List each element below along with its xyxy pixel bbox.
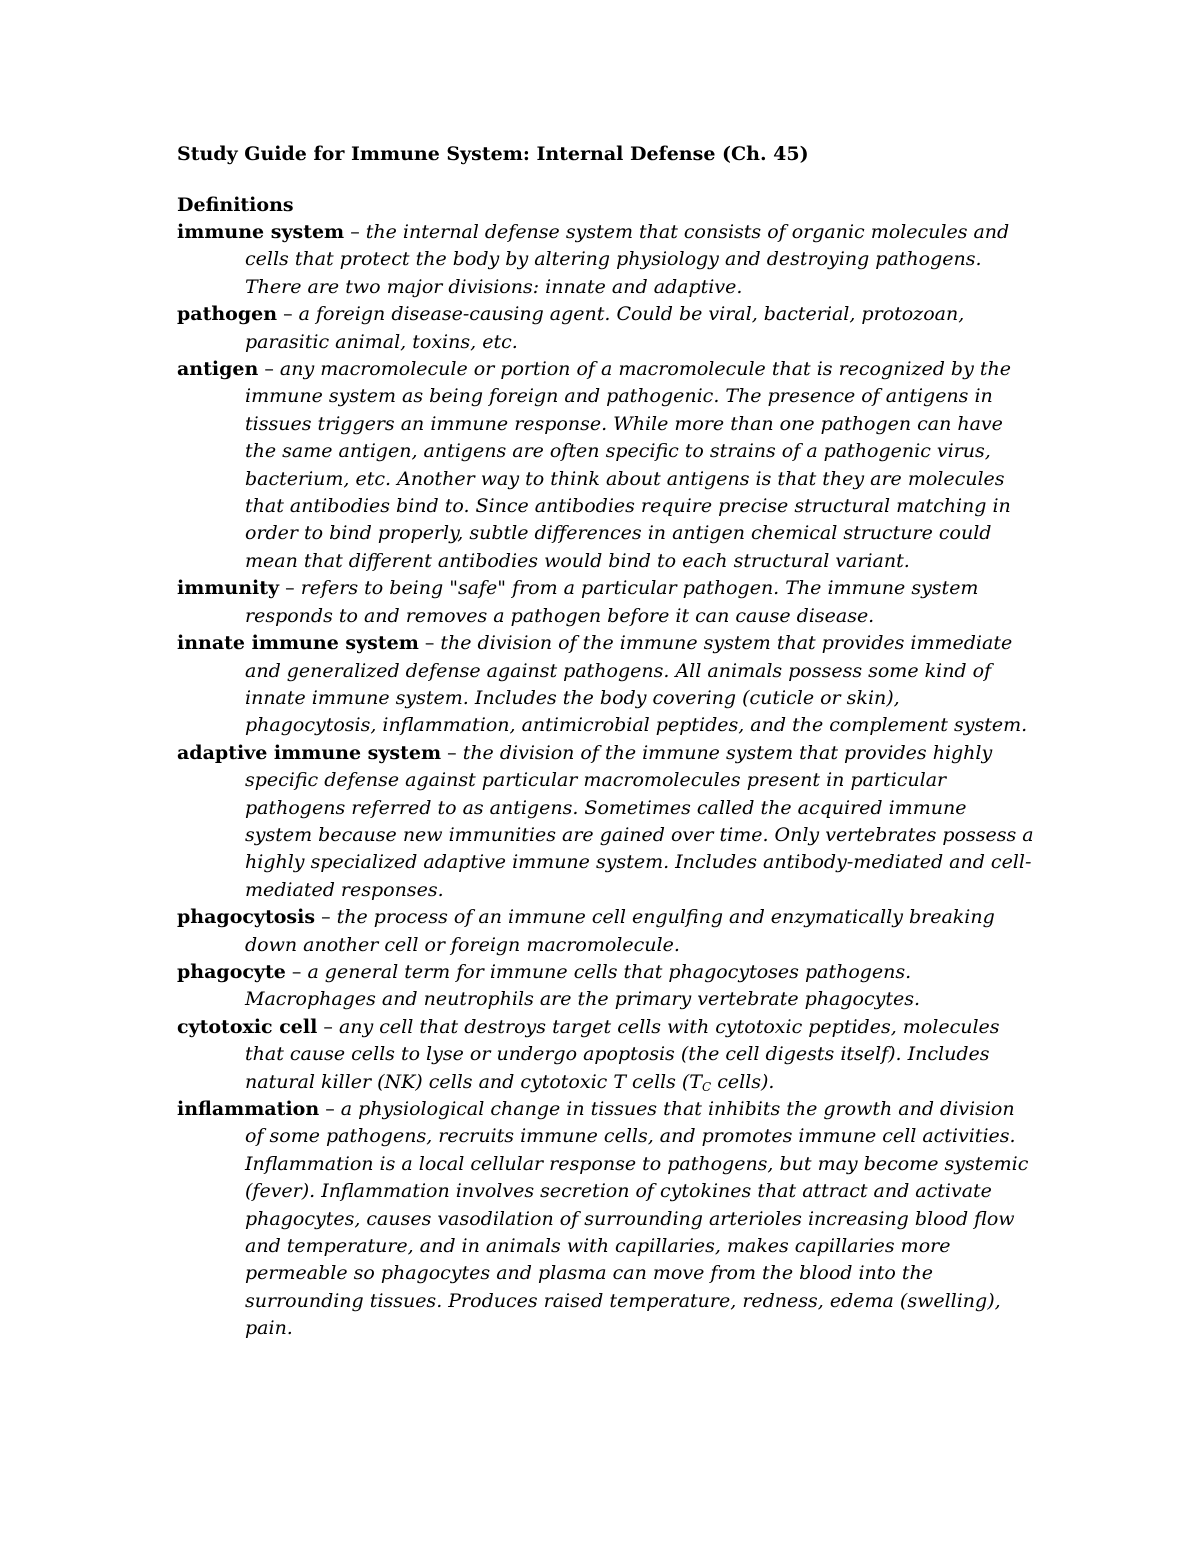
definition-text: refers to being "safe" from a particular pathogen. The immune system responds to and removes a pathogen before it can cause disease. bbox=[245, 577, 979, 627]
term-separator: – bbox=[317, 1015, 339, 1038]
term-separator: – bbox=[418, 632, 441, 655]
document-title: Study Guide for Immune System: Internal Defense (Ch. 45) bbox=[177, 143, 809, 165]
term-separator: – bbox=[258, 358, 280, 381]
term-separator: – bbox=[277, 303, 299, 326]
definition-entry-pathogen bbox=[177, 301, 1037, 356]
definition-text: the division of the immune system that provides highly specific defense against particular macromolecules present in particular pathogens referred to as antigens. Sometimes called the acquired immune system because new immunities are gained over time. Only vertebrates possess a highly specialized adaptive immune system. Includes antibody-mediated and cell-mediated responses. bbox=[245, 741, 1034, 901]
definition-text: a physiological change in tissues that inhibits the growth and division of some pathogens, recruits immune cells, and promotes immune cell activities. Inflammation is a local cellular response to pathogens, but may become systemic (fever). Inflammation involves secretion of cytokines that attract and activate phagocytes, causes vasodilation of surrounding arterioles increasing blood flow and temperature, and in animals with capillaries, makes capillaries more permeable so phagocytes and plasma can move from the blood into the surrounding tissues. Produces raised temperature, redness, edema (swelling), pain. bbox=[245, 1098, 1029, 1340]
document-page bbox=[177, 140, 1037, 1343]
term: adaptive immune system bbox=[177, 741, 442, 764]
term-separator: – bbox=[441, 741, 463, 764]
definition-text: the internal defense system that consists of organic molecules and cells that protect the body by altering physiology and destroying pathogens. There are two major divisions: innate and adaptive. bbox=[245, 221, 1010, 298]
term: antigen bbox=[177, 358, 259, 381]
definition-entry-phagocyte bbox=[177, 959, 1037, 1014]
subscript: C bbox=[701, 1079, 712, 1094]
term-separator: – bbox=[315, 906, 337, 929]
term-separator: – bbox=[285, 960, 308, 983]
term-separator: – bbox=[344, 221, 366, 243]
definition-entry-cytotoxic-cell bbox=[177, 1014, 1037, 1096]
definition-text: the division of the immune system that provides immediate and generalized defense against pathogens. All animals possess some kind of innate immune system. Includes the body covering (cuticle or skin), phagocytosis, inflammation, antimicrobial peptides, and the complement system. bbox=[245, 632, 1028, 737]
definition-text: any macromolecule or portion of a macromolecule that is recognized by the immune system as being foreign and pathogenic. The presence of antigens in tissues triggers an immune response. While more than one pathogen can have the same antigen, antigens are often specific to strains of a pathogenic virus, bacterium, etc. Another way to think about antigens is that they are molecules that antibodies bind to. Since antibodies require precise structural matching in order to bind properly, subtle differences in antigen chemical structure could mean that different antibodies would bind to each structural variant. bbox=[245, 358, 1011, 572]
definition-text: a foreign disease-causing agent. Could be viral, bacterial, protozoan, parasitic animal, toxins, etc. bbox=[245, 303, 965, 353]
definition-text: a general term for immune cells that phagocytoses pathogens. Macrophages and neutrophils are the primary vertebrate phagocytes. bbox=[245, 960, 921, 1011]
definition-entry-inflammation bbox=[177, 1096, 1037, 1343]
term: phagocyte bbox=[177, 960, 286, 983]
definition-entry-antigen bbox=[177, 356, 1037, 575]
definition-entry-phagocytosis bbox=[177, 904, 1037, 959]
term-separator: – bbox=[319, 1098, 341, 1120]
term: cytotoxic cell bbox=[177, 1015, 318, 1038]
definition-entry-immune-system bbox=[177, 219, 1037, 301]
definition-text-part: any cell that destroys target cells with cytotoxic peptides, molecules that cause cells to lyse or undergo apoptosis (the cell digests itself). Includes natural killer (NK) cells and cytotoxic T cells (T bbox=[245, 1015, 1000, 1093]
term: phagocytosis bbox=[177, 906, 316, 929]
definition-entry-innate-immune-system bbox=[177, 630, 1037, 740]
definition-entry-adaptive-immune-system bbox=[177, 740, 1037, 904]
definition-entry-immunity bbox=[177, 575, 1037, 630]
term: immune system bbox=[177, 221, 345, 243]
term: inflammation bbox=[177, 1098, 320, 1120]
definition-text bbox=[245, 1016, 1000, 1093]
term: pathogen bbox=[177, 303, 278, 326]
term: innate immune system bbox=[177, 632, 419, 655]
term: immunity bbox=[177, 577, 280, 600]
definition-text-part: cells). bbox=[711, 1070, 775, 1093]
section-heading-definitions: Definitions bbox=[177, 194, 294, 216]
definition-text: the process of an immune cell engulfing and enzymatically breaking down another cell or foreign macromolecule. bbox=[245, 906, 995, 956]
term-separator: – bbox=[279, 577, 301, 600]
